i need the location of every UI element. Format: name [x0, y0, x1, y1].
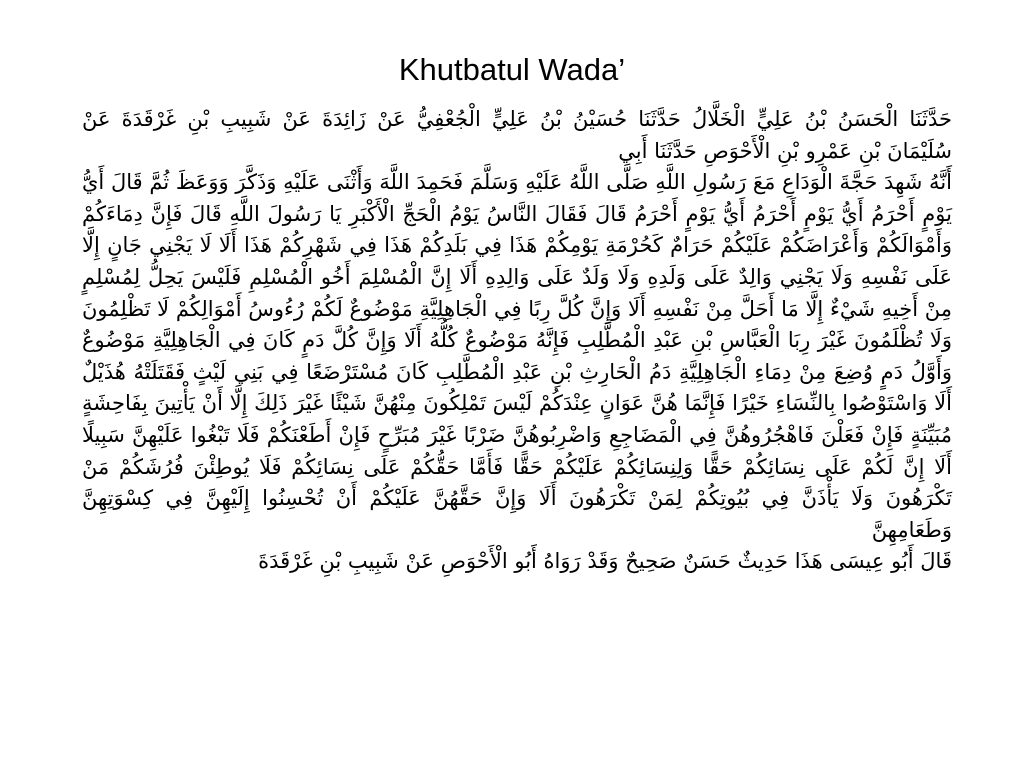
- sermon-paragraph: أَنَّهُ شَهِدَ حَجَّةَ الْوَدَاعِ مَعَ رَسُولِ اللَّهِ صَلَّى اللَّهُ عَلَيْهِ وَسَلَّمَ فَحَمِدَ اللَّهَ وَأَثْنَى عَلَيْهِ وَذَكَّرَ وَوَعَظَ ثُمَّ قَالَ أَيُّ يَوْمٍ أَحْرَمُ أَيُّ يَوْمٍ أَحْرَمُ أَيُّ يَوْمٍ أَحْرَمُ قَالَ فَقَالَ النَّاسُ يَوْمُ الْحَجِّ الْأَكْبَرِ يَا رَسُولَ اللَّهِ قَالَ فَإِنَّ دِمَاءَكُمْ وَأَمْوَالَكُمْ وَأَعْرَاضَكُمْ عَلَيْكُمْ حَرَامٌ كَحُرْمَةِ يَوْمِكُمْ هَذَا فِي بَلَدِكُمْ هَذَا فِي شَهْرِكُمْ هَذَا أَلَا لَا يَجْنِي جَانٍ إِلَّا عَلَى نَفْسِهِ وَلَا يَجْنِي وَالِدٌ عَلَى وَلَدِهِ وَلَا وَلَدٌ عَلَى وَالِدِهِ أَلَا إِنَّ الْمُسْلِمَ أَخُو الْمُسْلِمِ فَلَيْسَ يَحِلُّ لِمُسْلِمٍ مِنْ أَخِيهِ شَيْءٌ إِلَّا مَا أَحَلَّ مِنْ نَفْسِهِ أَلَا وَإِنَّ كُلَّ رِبًا فِي الْجَاهِلِيَّةِ مَوْضُوعٌ لَكُمْ رُءُوسُ أَمْوَالِكُمْ لَا تَظْلِمُونَ وَلَا تُظْلَمُونَ غَيْرَ رِبَا الْعَبَّاسِ بْنِ عَبْدِ الْمُطَّلِبِ فَإِنَّهُ مَوْضُوعٌ كُلُّهُ أَلَا وَإِنَّ كُلَّ دَمٍ كَانَ فِي الْجَاهِلِيَّةِ مَوْضُوعٌ وَأَوَّلُ دَمٍ وُضِعَ مِنْ دِمَاءِ الْجَاهِلِيَّةِ دَمُ الْحَارِثِ بْنِ عَبْدِ الْمُطَّلِبِ كَانَ مُسْتَرْضَعًا فِي بَنِي لَيْثٍ فَقَتَلَتْهُ هُذَيْلٌ أَلَا وَاسْتَوْصُوا بِالنِّسَاءِ خَيْرًا فَإِنَّمَا هُنَّ عَوَانٍ عِنْدَكُمْ لَيْسَ تَمْلِكُونَ مِنْهُنَّ شَيْئًا غَيْرَ ذَلِكَ إِلَّا أَنْ يَأْتِينَ بِفَاحِشَةٍ مُبَيِّنَةٍ فَإِنْ فَعَلْنَ فَاهْجُرُوهُنَّ فِي الْمَضَاجِعِ وَاضْرِبُوهُنَّ ضَرْبًا غَيْرَ مُبَرِّحٍ فَإِنْ أَطَعْنَكُمْ فَلَا تَبْغُوا عَلَيْهِنَّ سَبِيلًا أَلَا إِنَّ لَكُمْ عَلَى نِسَائِكُمْ حَقًّا وَلِنِسَائِكُمْ عَلَيْكُمْ حَقًّا فَأَمَّا حَقُّكُمْ عَلَى نِسَائِكُمْ فَلَا يُوطِئْنَ فُرُشَكُمْ مَنْ تَكْرَهُونَ وَلَا يَأْذَنَّ فِي بُيُوتِكُمْ لِمَنْ تَكْرَهُونَ أَلَا وَإِنَّ حَقَّهُنَّ عَلَيْكُمْ أَنْ تُحْسِنُوا إِلَيْهِنَّ فِي كِسْوَتِهِنَّ وَطَعَامِهِنَّ: [82, 170, 952, 542]
- slide-title: Khutbatul Wada’: [398, 52, 626, 87]
- isnad-paragraph: حَدَّثَنَا الْحَسَنُ بْنُ عَلِيٍّ الْخَلَّالُ حَدَّثَنَا حُسَيْنُ بْنُ عَلِيٍّ الْجُعْفِيُّ عَنْ زَائِدَةَ عَنْ شَبِيبِ بْنِ غَرْقَدَةَ عَنْ سُلَيْمَانَ بْنِ عَمْرِو بْنِ الْأَحْوَصِ حَدَّثَنَا أَبِي: [82, 107, 952, 163]
- hadith-text-body: [82, 104, 952, 724]
- grading-paragraph: قَالَ أَبُو عِيسَى هَذَا حَدِيثٌ حَسَنٌ صَحِيحٌ وَقَدْ رَوَاهُ أَبُو الْأَحْوَصِ عَنْ شَبِيبِ بْنِ غَرْقَدَةَ: [258, 549, 952, 574]
